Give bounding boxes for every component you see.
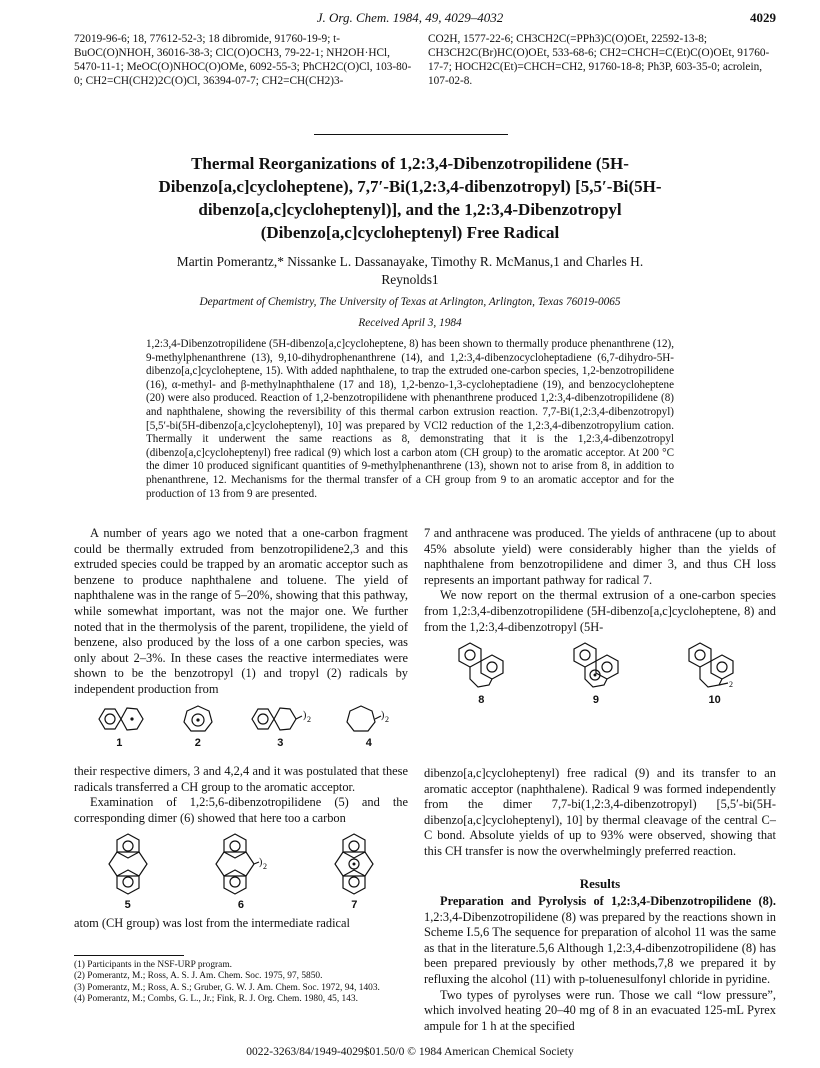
body-column-1-middle bbox=[74, 764, 408, 932]
structure-number: 4 bbox=[365, 736, 372, 749]
svg-text:): ) bbox=[258, 857, 263, 869]
body-column-2-top bbox=[424, 526, 776, 709]
structure-4 bbox=[347, 704, 391, 752]
dibenzotropyl-radical-7-icon bbox=[331, 832, 377, 896]
structure-number: 10 bbox=[708, 694, 721, 707]
footnote: (2) Pomerantz, M.; Ross, A. S. J. Am. Chem. Soc. 1975, 97, 5850. bbox=[74, 971, 323, 982]
dimer-subscript: 2 bbox=[384, 714, 389, 724]
footnote: (1) Participants in the NSF-URP program. bbox=[74, 960, 232, 970]
structure-number: 8 bbox=[478, 694, 485, 707]
registry-numbers-left: 72019-96-6; 18, 77612-52-3; 18 dibromide, 91760-19-9; t-BuOC(O)NHOH, 36016-38-3; ClC(O)OCH3, 79-22-1; NH2OH·HCl, 5470-11-1; MeOC(O)NHOC(O)OMe, 6092-55-3; PhCH2C(O)Cl, 103-80-0; CH2=CH(CH2)2C(O)Cl, 36394-07-7; CH2=CH(CH2)3- bbox=[74, 33, 412, 87]
page-number: 4029 bbox=[750, 10, 776, 25]
paragraph-lead: Preparation and Pyrolysis of 1,2:3,4-Dibenzotropilidene (8). bbox=[440, 894, 776, 908]
article-title: Thermal Reorganizations of 1,2:3,4-Dibenzotropilidene (5H-Dibenzo[a,c]cycloheptene), 7,7′-Bi(1,2:3,4-dibenzotropyl) [5,5′-Bi(5H-dibenzo[a,c]cycloheptenyl)], and the 1,2:3,4-Dibenzotropyl (Dibenzo[a,c]cycloheptenyl) Free Radical bbox=[158, 154, 662, 242]
structure-1 bbox=[91, 704, 147, 752]
journal-header: J. Org. Chem. 1984, 49, 4029–4032 bbox=[316, 10, 504, 25]
paragraph: We now report on the thermal extrusion of a one-carbon species from 1,2:3,4-dibenzotropilidene (5H-dibenzo[a,c]cycloheptene, 8) and from the 1,2:3,4-dibenzotropyl (5H- bbox=[424, 588, 776, 634]
structure-number: 6 bbox=[237, 899, 245, 912]
dibenzotropilidene-8-icon bbox=[456, 641, 506, 691]
structure-number: 1 bbox=[116, 736, 123, 749]
dimer-subscript: 2 bbox=[262, 862, 267, 872]
paragraph: 7 and anthracene was produced. The yields of anthracene (up to about 45% absolute yield) were considerably higher than the yields of naphthalene from benzotropilidene and dimer 3, and thus CH loss represents an important pathway for radical 7. bbox=[424, 526, 776, 587]
benzotropyl-dimer-icon bbox=[248, 704, 312, 734]
footnote-divider bbox=[74, 955, 184, 956]
structure-8 bbox=[456, 641, 506, 709]
svg-text:): ) bbox=[303, 709, 307, 721]
svg-text:): ) bbox=[380, 709, 385, 721]
structure-row-1 bbox=[74, 704, 408, 752]
registry-numbers-right: CO2H, 1577-22-6; CH3CH2C(=PPh3)C(O)OEt, 22592-13-8; CH3CH2C(Br)HC(O)OEt, 533-68-6; CH2=CHCH=C(Et)C(O)OEt, 91760-17-7; HOCH2C(Et)=CHCH=CH2, 91760-18-8; Ph3P, 603-35-0; acrolein, 107-02-8. bbox=[428, 33, 770, 87]
copyright-footer: 0022-3263/84/1949-4029$01.50/0 © 1984 American Chemical Society bbox=[246, 1046, 574, 1058]
structure-number: 2 bbox=[194, 736, 201, 749]
structure-10 bbox=[686, 641, 744, 709]
structure-row-2 bbox=[74, 832, 408, 914]
dimer-subscript: 2 bbox=[728, 680, 733, 690]
article-affiliation: Department of Chemistry, The University of Texas at Arlington, Arlington, Texas 76019-0065 bbox=[199, 296, 621, 308]
structure-number: 5 bbox=[124, 899, 131, 912]
paragraph: their respective dimers, 3 and 4,2,4 and it was postulated that these radicals transferred a CH group to the aromatic acceptor. bbox=[74, 764, 408, 794]
structure-9 bbox=[571, 641, 621, 709]
paragraph-text: 1,2:3,4-Dibenzotropilidene (8) was prepared by the reactions shown in Scheme I.5,6 The sequence for preparation of alcohol 11 was the same as that in the literature.5,6 Although 1,2:3,4-dibenzotropilidene (8) has been prepared previously by other methods,7,8 we prepared it by refluxing the alcohol (11) with p-toluenesulfonyl chloride in pyridine. bbox=[424, 909, 776, 986]
dibenzotropyl-dimer-6-icon bbox=[212, 832, 270, 896]
article-authors: Martin Pomerantz,* Nissanke L. Dassanayake, Timothy R. McManus,1 and Charles H. Reynolds1 bbox=[176, 254, 644, 287]
structure-number: 3 bbox=[277, 736, 284, 749]
paragraph: dibenzo[a,c]cycloheptenyl) free radical (9) and its transfer to an aromatic acceptor (naphthalene). Radical 9 was formed independently from the dimer 7,7-bi(1,2:3,4-dibenzotropyl) [5,5′-bi(5H-dibenzo[a,c]cycloheptenyl), 10] by thermal cleavage of the central C–C bond. Absolute yields of up to 93% were observed, showing that this CH transfer is now the overwhelmingly preferred reaction. bbox=[424, 766, 776, 858]
structure-number: 7 bbox=[351, 899, 358, 912]
footnote: (4) Pomerantz, M.; Combs, G. L., Jr.; Fink, R. J. Org. Chem. 1980, 45, 143. bbox=[74, 994, 358, 1005]
paragraph: Examination of 1,2:5,6-dibenzotropilidene (5) and the corresponding dimer (6) showed that here too a carbon bbox=[74, 795, 408, 825]
body-column-1-top bbox=[74, 526, 408, 751]
structure-row-3 bbox=[424, 641, 776, 709]
received-date: Received April 3, 1984 bbox=[358, 317, 462, 329]
structure-number: 9 bbox=[592, 694, 600, 707]
section-divider bbox=[314, 134, 508, 135]
structure-2 bbox=[182, 704, 214, 752]
footnotes bbox=[74, 960, 408, 1006]
structure-7 bbox=[331, 832, 377, 914]
dibenzotropyl-radical-9-icon bbox=[571, 641, 621, 691]
body-column-2-middle bbox=[424, 766, 776, 860]
bidibenzotropyl-dimer-10-icon bbox=[686, 641, 744, 691]
body-column-2-bottom bbox=[424, 894, 776, 1034]
paragraph: Two types of pyrolyses were run. Those we call “low pressure”, which involved heating 20–40 mg of 8 in an evacuated 125-mL Pyrex ampule for 1 h at the specified bbox=[424, 987, 776, 1033]
structure-6 bbox=[212, 832, 270, 914]
section-heading-results: Results bbox=[579, 876, 621, 891]
benzotropyl-radical-icon bbox=[91, 704, 147, 734]
footnote: (3) Pomerantz, M.; Ross, A. S.; Gruber, G. W. J. Am. Chem. Soc. 1972, 94, 1403. bbox=[74, 982, 380, 993]
structure-3 bbox=[248, 704, 312, 752]
paragraph bbox=[424, 894, 776, 988]
paragraph: atom (CH group) was lost from the intermediate radical bbox=[74, 915, 350, 930]
tropyl-radical-icon bbox=[182, 704, 214, 734]
dibenzotropilidene-5-icon bbox=[105, 832, 151, 896]
dimer-subscript: 2 bbox=[307, 714, 312, 724]
tropyl-dimer-icon bbox=[347, 704, 391, 734]
structure-5 bbox=[105, 832, 151, 914]
article-abstract: 1,2:3,4-Dibenzotropilidene (5H-dibenzo[a,c]cycloheptene, 8) has been shown to thermally produce phenanthrene (12), 9-methylphenanthrene (13), 9,10-dihydrophenanthrene (14), and 1,2:3,4-dibenzocycloheptadiene (6,7-dihydro-5H-dibenzo[a,c]cycloheptene, 15). With added naphthalene, to trap the extruded one-carbon species, 1,2-benzotropilidene (16), α-methyl- and β-methylnaphthalene (17 and 18), 1,2-benzo-1,3-cycloheptadiene (19), and benzocycloheptene (20) were also produced. Reaction of 1,2-benzotropilidene with phenanthrene produced 1,2:3,4-dibenzotropilidene (8) and naphthalene, showing the reversibility of this thermal carbon extrusion reaction. 7,7-Bi(1,2:3,4-dibenzotropyl) [5,5′-bi(5H-dibenzo[a,c]cycloheptenyl), 10] was prepared by VCl2 reduction of the 1,2:3,4-dibenzotropylium cation. Thermally it underwent the same reactions as 8, demonstrating that it is the 1,2:3,4-dibenzotropyl (dibenzo[a,c]cycloheptenyl) free radical (9) which lost a carbon atom (CH group) to the aromatic acceptor. At 200 °C the dimer 10 produced significant quantities of 9-methylphenanthrene (13), shown not to arise from 8, in addition to phenanthrene, 12. Mechanisms for the thermal transfer of a CH group from 9 to an aromatic acceptor and for the production of 13 from 9 are presented. bbox=[146, 338, 674, 500]
paragraph: A number of years ago we noted that a one-carbon fragment could be thermally extruded from benzotropilidene2,3 and this extruded species could be trapped by an aromatic acceptor such as benzene to produce naphthalene and toluene. The yield of naphthalene was in the range of 5–20%, showing that this pathway, while somewhat important, was not the major one. We further noted that in the thermolysis of the parent, tropilidene, the yield of benzene, also produced by the loss of a one carbon species, was only about 2–3%. In these cases the reactive intermediates were shown to be the benzotropyl (1) and tropyl (2) radicals by independent production from bbox=[74, 526, 408, 696]
